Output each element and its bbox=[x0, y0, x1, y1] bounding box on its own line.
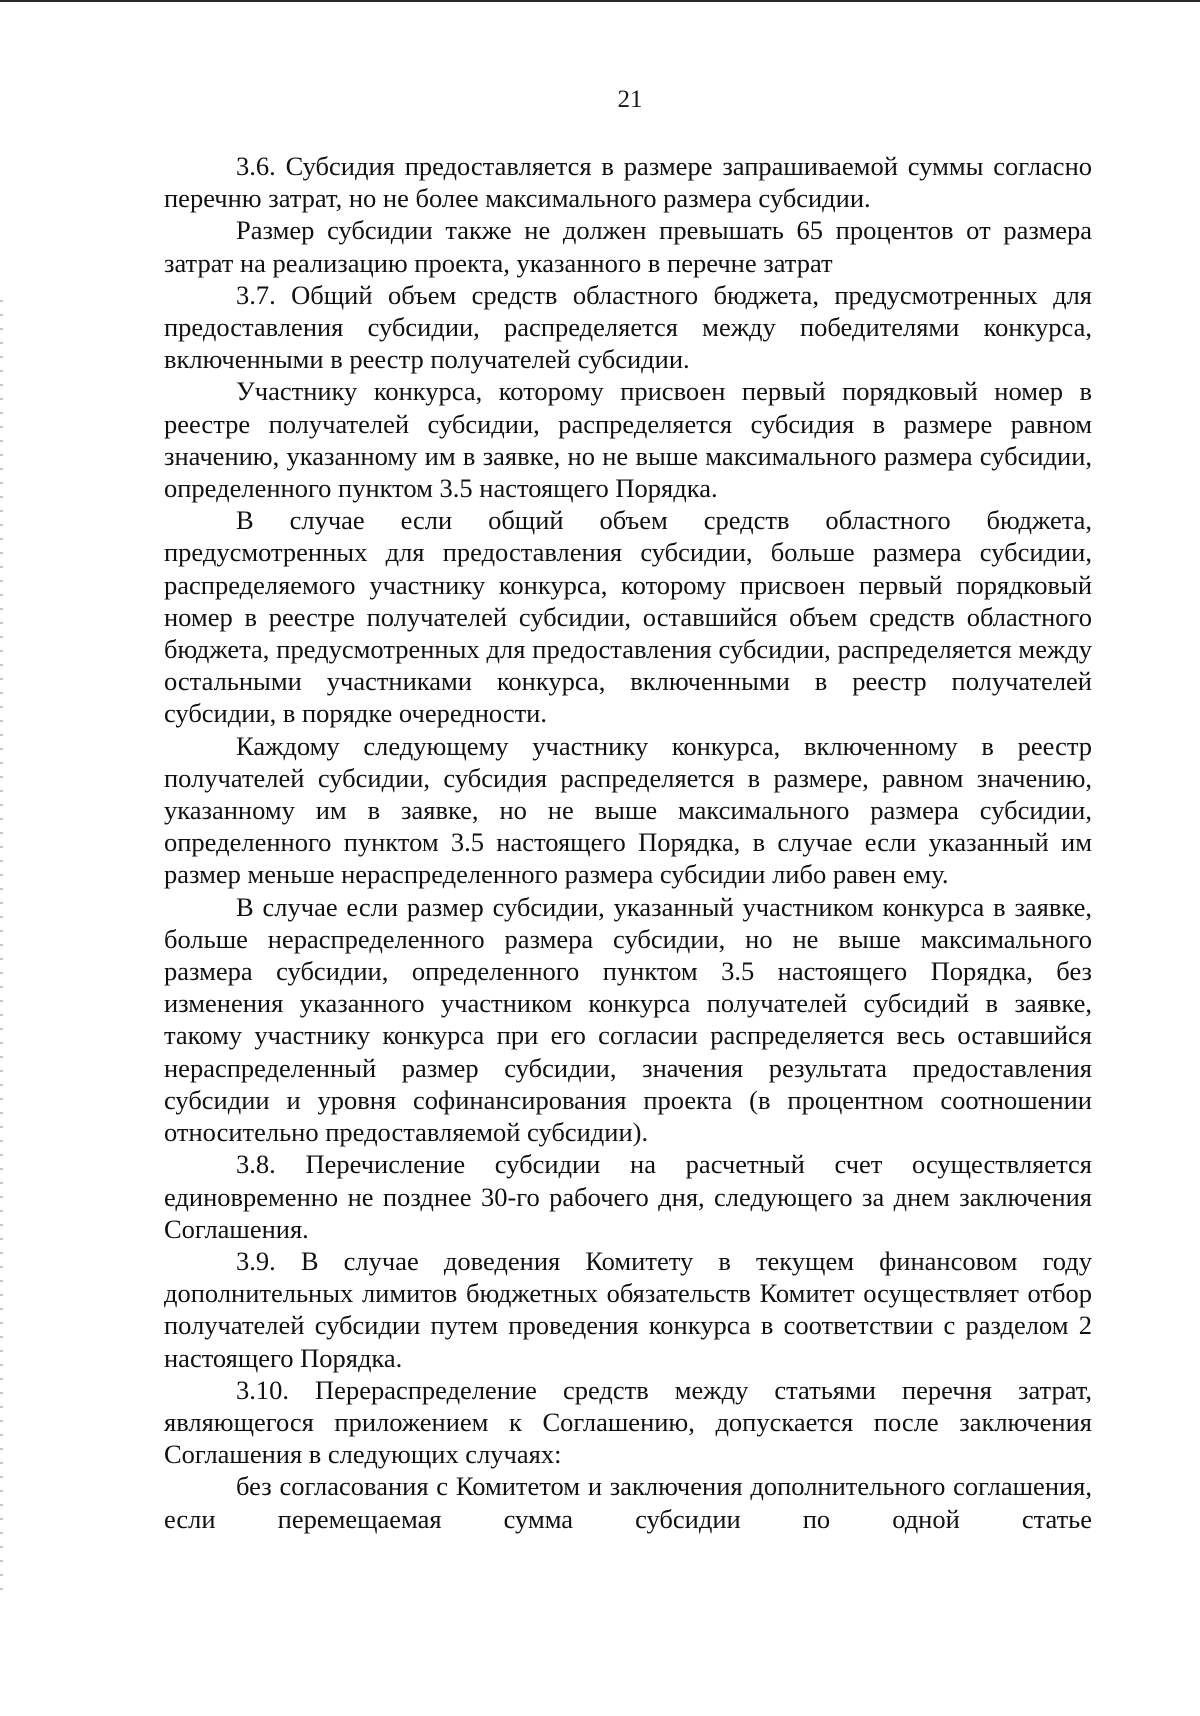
scan-left-edge-marks bbox=[0, 300, 3, 1600]
paragraph-3-7: 3.7. Общий объем средств областного бюджета, предусмотренных для предоставления субсидии, распределяется между победителями конкурса, включенными в реестр получателей субсидии. bbox=[164, 279, 1092, 375]
paragraph-3-8: 3.8. Перечисление субсидии на расчетный счет осуществляется единовременно не позднее 30-го рабочего дня, следующего за днем заключения Соглашения. bbox=[164, 1149, 1092, 1244]
paragraph-next-participant: Каждому следующему участнику конкурса, включенному в реестр получателей субсидии, субсидия распределяется в размере, равном значению, указанному им в заявке, но не выше максимального размера субсидии, определенного пунктом 3.5 настоящего Порядка, в случае если указанный им размер меньше нераспределенного размера субсидии либо равен ему. bbox=[164, 730, 1092, 890]
paragraph-without-approval: без согласования с Комитетом и заключения дополнительного соглашения, если перемещаемая сумма субсидии по одной статье bbox=[164, 1471, 1092, 1534]
paragraph-subsidy-limit: Размер субсидии также не должен превышать 65 процентов от размера затрат на реализацию проекта, указанного в перечне затрат bbox=[164, 215, 1092, 278]
paragraph-remaining-budget: В случае если общий объем средств областного бюджета, предусмотренных для предоставления субсидии, больше размера субсидии, распределяемого участнику конкурса, которому присвоен первый порядковый номер в реестре получателей субсидии, оставшийся объем средств областного бюджета, предусмотренных для предоставления субсидии, распределяется между остальными участниками конкурса, включенными в реестр получателей субсидии, в порядке очередности. bbox=[164, 505, 1092, 729]
paragraph-3-6: 3.6. Субсидия предоставляется в размере запрашиваемой суммы согласно перечню затрат, но не более максимального размера субсидии. bbox=[164, 151, 1092, 214]
paragraph-3-10: 3.10. Перераспределение средств между статьями перечня затрат, являющегося приложением к Соглашению, допускается после заключения Соглашения в следующих случаях: bbox=[164, 1374, 1092, 1470]
paragraph-3-9: 3.9. В случае доведения Комитету в текущем финансовом году дополнительных лимитов бюджетных обязательств Комитет осуществляет отбор получателей субсидии путем проведения конкурса в соответствии с разделом 2 настоящего Порядка. bbox=[164, 1245, 1092, 1373]
scan-top-edge bbox=[0, 0, 1200, 2]
paragraph-requested-exceeds: В случае если размер субсидии, указанный участником конкурса в заявке, больше нераспределенного размера субсидии, но не выше максимального размера субсидии, определенного пунктом 3.5 настоящего Порядка, без изменения указанного участником конкурса получателей субсидий в заявке, такому участнику конкурса при его согласии распределяется весь оставшийся нераспределенный размер субсидии, значения результата предоставления субсидии и уровня софинансирования проекта (в процентном соотношении относительно предоставляемой субсидии). bbox=[164, 891, 1092, 1148]
page-number: 21 bbox=[617, 86, 643, 113]
document-body bbox=[164, 150, 1092, 1535]
paragraph-first-participant: Участнику конкурса, которому присвоен первый порядковый номер в реестре получателей субсидии, распределяется субсидия в размере равном значению, указанному им в заявке, но не выше максимального размера субсидии, определенного пунктом 3.5 настоящего Порядка. bbox=[164, 376, 1092, 504]
